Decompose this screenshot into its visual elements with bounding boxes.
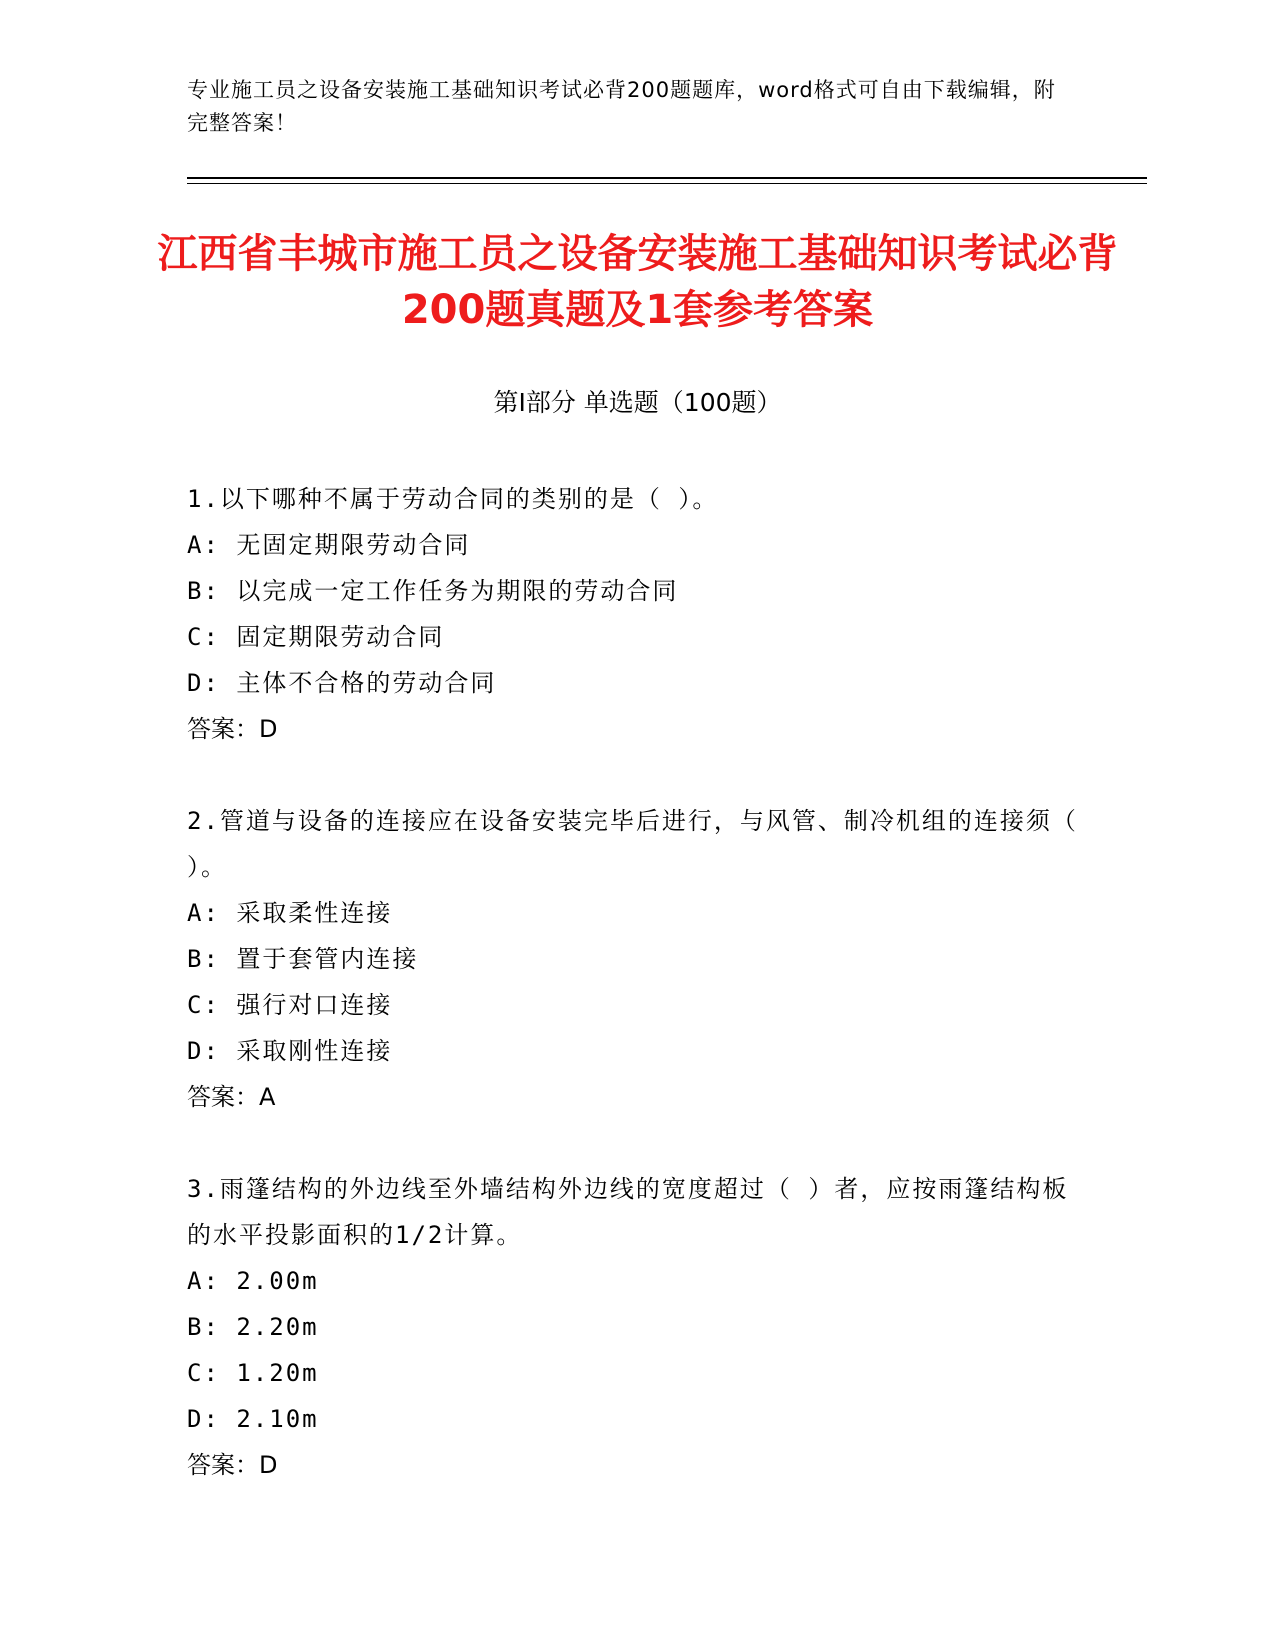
option-c: C: 固定期限劳动合同 bbox=[187, 623, 445, 651]
option-b: B: 以完成一定工作任务为期限的劳动合同 bbox=[187, 577, 679, 605]
question-list bbox=[187, 476, 1087, 1534]
option-a: A: 采取柔性连接 bbox=[187, 899, 393, 927]
header-divider-thick bbox=[187, 177, 1147, 179]
question-1 bbox=[187, 476, 1087, 752]
question-stem: 2.管道与设备的连接应在设备安装完毕后进行，与风管、制冷机组的连接须（ ）。 bbox=[187, 807, 1078, 881]
option-a: A: 2.00m bbox=[187, 1267, 319, 1295]
answer: 答案：A bbox=[187, 1083, 276, 1111]
option-a: A: 无固定期限劳动合同 bbox=[187, 531, 471, 559]
question-stem: 1.以下哪种不属于劳动合同的类别的是（ ）。 bbox=[187, 485, 719, 513]
option-c: C: 强行对口连接 bbox=[187, 991, 393, 1019]
question-3 bbox=[187, 1166, 1087, 1488]
option-b: B: 2.20m bbox=[187, 1313, 319, 1341]
answer: 答案：D bbox=[187, 1451, 278, 1479]
header-divider-thin bbox=[187, 183, 1147, 184]
option-d: D: 主体不合格的劳动合同 bbox=[187, 669, 497, 697]
option-b: B: 置于套管内连接 bbox=[187, 945, 419, 973]
question-2 bbox=[187, 798, 1087, 1120]
document-title: 江西省丰城市施工员之设备安装施工基础知识考试必背200题真题及1套参考答案 bbox=[157, 231, 1118, 333]
question-stem: 3.雨篷结构的外边线至外墙结构外边线的宽度超过（ ）者，应按雨篷结构板的水平投影面积的1/2计算。 bbox=[187, 1175, 1069, 1249]
option-d: D: 采取刚性连接 bbox=[187, 1037, 393, 1065]
option-d: D: 2.10m bbox=[187, 1405, 319, 1433]
section-title: 第I部分 单选题（100题） bbox=[493, 388, 782, 417]
answer: 答案：D bbox=[187, 715, 278, 743]
option-c: C: 1.20m bbox=[187, 1359, 319, 1387]
header-note: 专业施工员之设备安装施工基础知识考试必背200题题库，word格式可自由下载编辑，附完整答案！ bbox=[187, 78, 1056, 135]
